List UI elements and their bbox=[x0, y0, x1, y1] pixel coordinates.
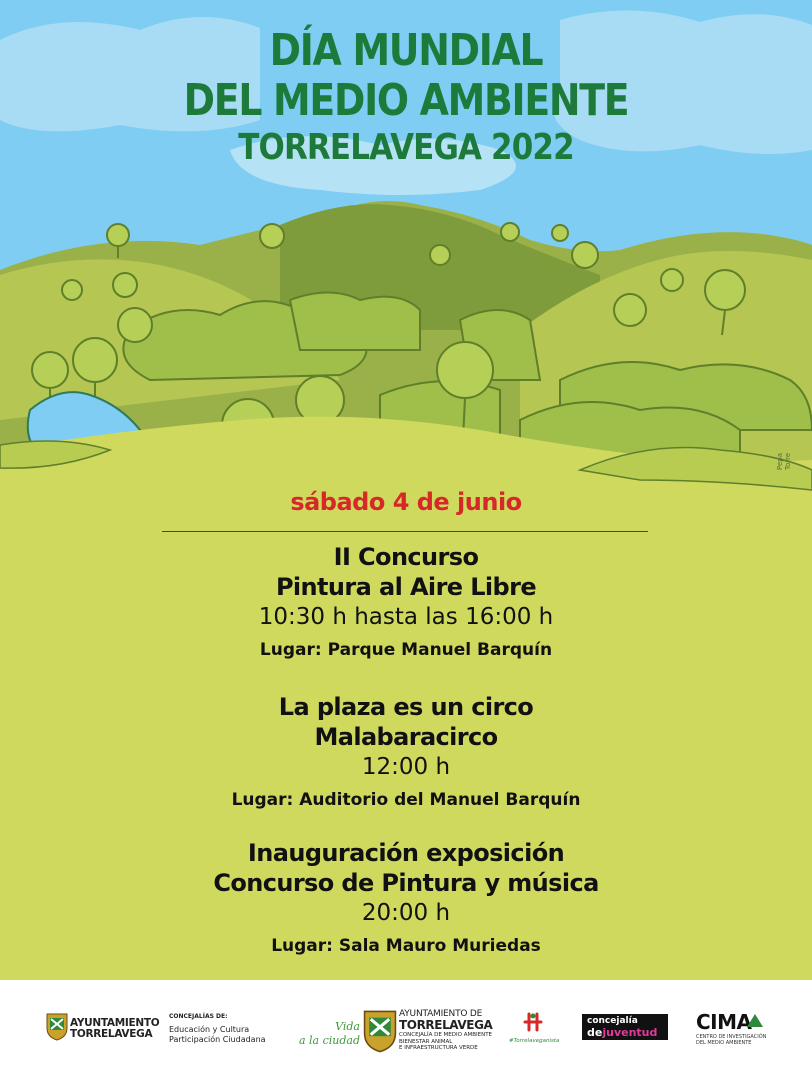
event-title: Malabaracirco bbox=[314, 723, 498, 751]
logo-line: TORRELAVEGA bbox=[399, 1018, 493, 1032]
torrelavega-shield-icon bbox=[46, 1011, 68, 1041]
event-block bbox=[0, 692, 812, 815]
poster-subtitle: TORRELAVEGA 2022 bbox=[238, 127, 574, 168]
title-line-1: DÍA MUNDIAL bbox=[269, 25, 543, 76]
poster-title bbox=[0, 26, 812, 170]
event-title: Pintura al Aire Libre bbox=[275, 573, 537, 601]
logo-line bbox=[587, 1026, 657, 1039]
hashtag-text: #Torrelaveganista bbox=[509, 1038, 560, 1044]
event-time: 12:00 h bbox=[361, 754, 451, 780]
ayuntamiento-medio-ambiente-logo bbox=[399, 1010, 492, 1052]
logo-word: juventud bbox=[602, 1026, 658, 1039]
event-time: 20:00 h bbox=[361, 900, 451, 926]
logo-line: TORRELAVEGA bbox=[70, 1028, 153, 1040]
logo-line: Vida bbox=[335, 1020, 360, 1033]
event-date: sábado 4 de junio bbox=[290, 488, 522, 516]
event-title: Concurso de Pintura y música bbox=[213, 869, 599, 897]
concejalias-logo bbox=[169, 1012, 266, 1045]
logo-line: CONCEJALÍA DE MEDIO AMBIENTE bbox=[399, 1032, 493, 1038]
vida-logo bbox=[292, 1020, 360, 1048]
logo-line: concejalía bbox=[587, 1016, 638, 1026]
logo-line: a la ciudad bbox=[298, 1034, 360, 1047]
logo-line: DEL MEDIO AMBIENTE bbox=[696, 1040, 752, 1046]
mountain-icon bbox=[747, 1013, 763, 1027]
cima-subtitle bbox=[696, 1034, 766, 1046]
logo-line: CENTRO DE INVESTIGACIÓN bbox=[696, 1034, 767, 1040]
logo-line: E INFRAESTRUCTURA VERDE bbox=[399, 1045, 478, 1051]
artist-credit: Pepa Torre bbox=[776, 452, 792, 470]
juventud-logo bbox=[582, 1014, 668, 1040]
logo-line: AYUNTAMIENTO bbox=[70, 1017, 160, 1029]
logo-line: CONCEJALÍAS DE: bbox=[169, 1013, 228, 1020]
event-block bbox=[0, 838, 812, 961]
torrelavega-shield-icon bbox=[363, 1006, 397, 1054]
event-time: 10:30 h hasta las 16:00 h bbox=[258, 604, 554, 630]
event-block bbox=[0, 542, 812, 665]
logo-word: de bbox=[587, 1026, 603, 1039]
event-place: Lugar: Auditorio del Manuel Barquín bbox=[231, 790, 581, 810]
event-place: Lugar: Sala Mauro Muriedas bbox=[271, 936, 541, 956]
event-place: Lugar: Parque Manuel Barquín bbox=[259, 640, 553, 660]
torrelaveganista-logo-icon bbox=[521, 1010, 545, 1034]
logo-line: Participación Ciudadana bbox=[169, 1035, 266, 1044]
logo-line: AYUNTAMIENTO DE bbox=[399, 1009, 483, 1019]
logo-line: Educación y Cultura bbox=[169, 1025, 250, 1034]
cima-logo: CIMA bbox=[696, 1010, 752, 1034]
sponsor-footer bbox=[0, 980, 812, 1079]
title-line-2: DEL MEDIO AMBIENTE bbox=[183, 75, 629, 126]
ayuntamiento-logo bbox=[70, 1018, 159, 1040]
event-title: II Concurso bbox=[333, 543, 479, 571]
event-title: La plaza es un circo bbox=[278, 693, 534, 721]
divider bbox=[162, 531, 648, 532]
event-title: Inauguración exposición bbox=[247, 839, 565, 867]
logo-line: BIENESTAR ANIMAL bbox=[399, 1038, 453, 1045]
